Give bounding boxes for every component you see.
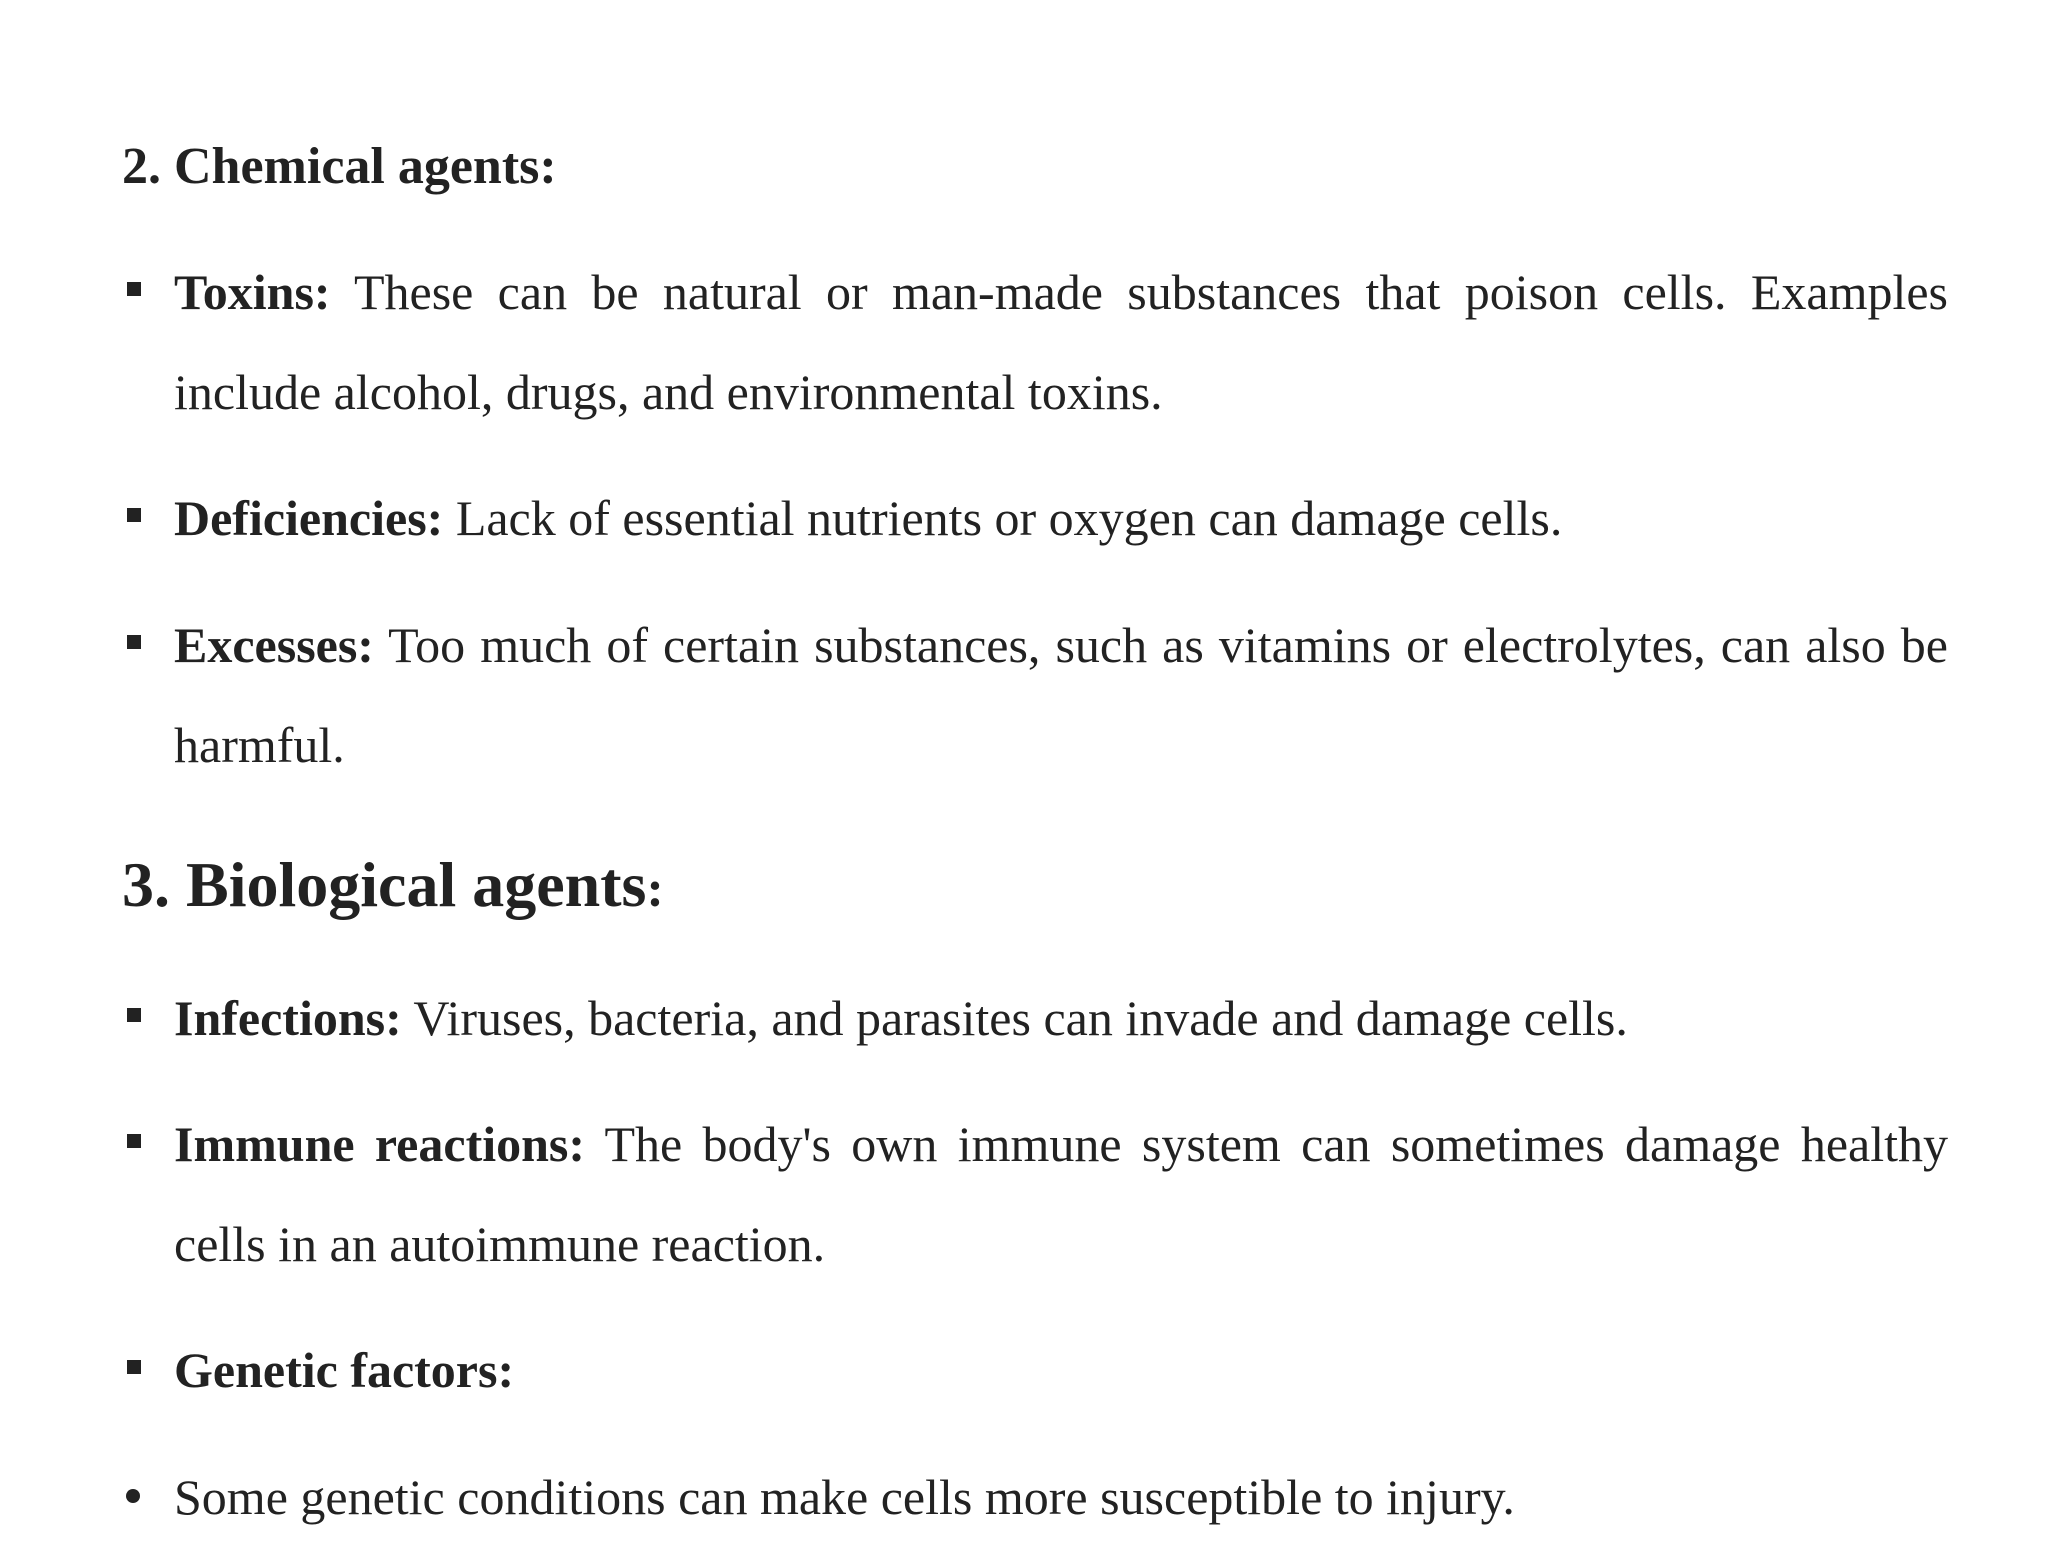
term-description: Viruses, bacteria, and parasites can invade and damage cells. xyxy=(401,990,1628,1046)
square-bullet-icon xyxy=(127,508,141,522)
term-description: These can be natural or man-made substances that poison cells. Examples include alcohol, drugs, and environmental toxins. xyxy=(174,264,1948,420)
list-item-deficiencies xyxy=(122,468,1948,568)
list-item-infections xyxy=(122,968,1948,1068)
term-label: Deficiencies: xyxy=(174,490,444,546)
term-label: Immune reactions: xyxy=(174,1116,586,1172)
list-item-genetic-factors xyxy=(122,1320,1948,1420)
square-bullet-icon xyxy=(127,282,141,296)
square-bullet-icon xyxy=(127,1008,141,1022)
heading-text: 3. Biological agents xyxy=(122,849,647,920)
round-bullet-icon xyxy=(126,1489,140,1503)
term-label: Genetic factors: xyxy=(174,1342,515,1398)
list-item-text xyxy=(174,1320,1948,1420)
list-item-text xyxy=(174,468,1948,568)
list-item-excesses xyxy=(122,595,1948,795)
term-label: Toxins: xyxy=(174,264,331,320)
list-item-text: Some genetic conditions can make cells more susceptible to injury. xyxy=(174,1469,1515,1525)
list-item-text xyxy=(174,595,1948,795)
square-bullet-icon xyxy=(127,1360,141,1374)
term-description: Too much of certain substances, such as vitamins or electrolytes, can also be harmful. xyxy=(174,617,1948,773)
heading-colon: : xyxy=(646,861,664,918)
term-description: The body's own immune system can sometimes damage healthy cells in an autoimmune reaction. xyxy=(174,1116,1948,1272)
term-description: Lack of essential nutrients or oxygen can damage cells. xyxy=(443,490,1563,546)
square-bullet-icon xyxy=(127,1134,141,1148)
sub-list-item-genetic-susceptibility xyxy=(122,1447,1948,1547)
square-bullet-icon xyxy=(127,635,141,649)
section-heading-chemical-agents: 2. Chemical agents: xyxy=(122,138,557,195)
term-label: Infections: xyxy=(174,990,402,1046)
term-label: Excesses: xyxy=(174,617,374,673)
list-item-text xyxy=(174,242,1948,442)
list-item-toxins xyxy=(122,242,1948,442)
section-heading-biological-agents xyxy=(122,845,664,930)
list-item-text xyxy=(174,1094,1948,1294)
list-item-text xyxy=(174,968,1948,1068)
list-item-immune-reactions xyxy=(122,1094,1948,1294)
